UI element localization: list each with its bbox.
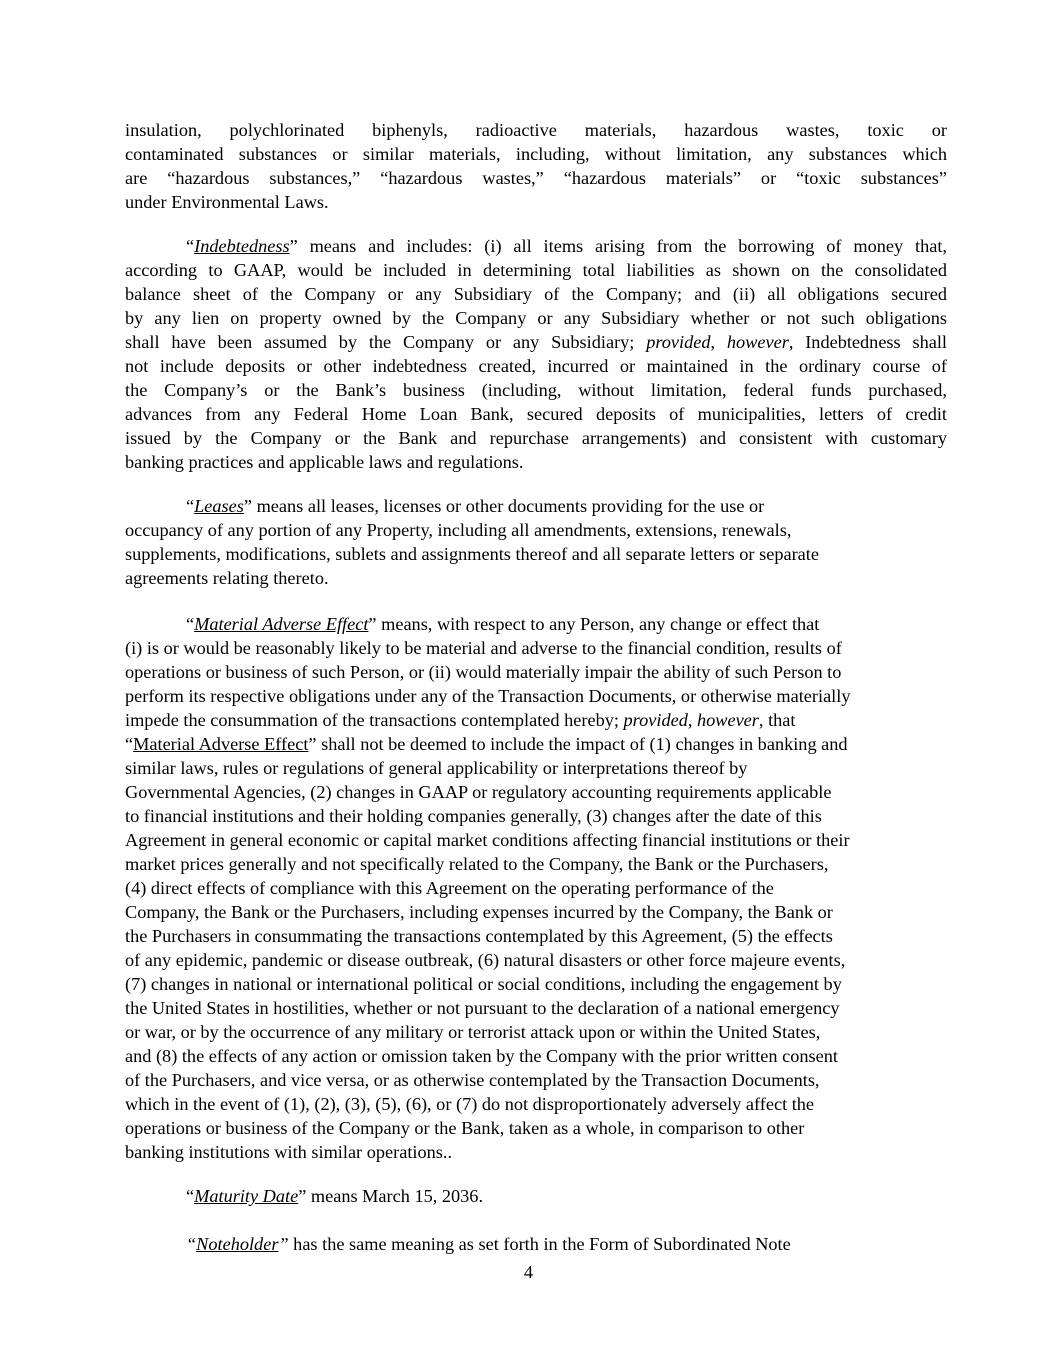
text-line [125,118,947,142]
text-segment: (7) changes in national or international political or social conditions, including the engagement by [125,974,842,994]
text-line [125,972,947,996]
text-segment: ” means all leases, licenses or other documents providing for the use or [243,496,765,516]
page-number: 4 [523,1262,534,1282]
text-segment: “ [186,614,195,634]
text-line [125,402,947,426]
text-line [125,780,947,804]
styled-term: Noteholder [196,1234,279,1254]
text-segment: agreements relating thereto. [125,568,329,588]
text-line [125,190,947,214]
styled-term: provided [623,710,688,730]
text-segment: operations or business of such Person, or (ii) would materially impair the ability of such Person to [125,662,842,682]
styled-term: Indebtedness [194,236,290,256]
text-line [186,234,947,258]
text-line [125,996,947,1020]
text-segment: contaminated substances or similar materials, including, without limitation, any substances which [125,144,947,164]
text-line [125,330,947,354]
text-segment: insulation, polychlorinated biphenyls, radioactive materials, hazardous wastes, toxic or [125,120,947,140]
text-line [125,566,947,590]
text-line [125,636,947,660]
styled-term: however [696,710,759,730]
text-segment: the Company’s or the Bank’s business (including, without limitation, federal funds purchased, [125,380,947,400]
text-segment: and (8) the effects of any action or omission taken by the Company with the prior written consent [125,1046,838,1066]
text-segment: operations or business of the Company or the Bank, taken as a whole, in comparison to other [125,1118,805,1138]
text-segment: are “hazardous substances,” “hazardous wastes,” “hazardous materials” or “toxic substances” [125,168,947,188]
styled-term: however [726,332,789,352]
styled-term: “ [186,1234,197,1254]
text-line [125,1068,947,1092]
text-line [125,542,947,566]
text-line [125,828,947,852]
text-segment: (4) direct effects of compliance with this Agreement on the operating performance of the [125,878,774,898]
text-segment: Company, the Bank or the Purchasers, including expenses incurred by the Company, the Bank or [125,902,833,922]
text-line [125,900,947,924]
text-segment: impede the consummation of the transactions contemplated hereby; [125,710,624,730]
text-segment: of any epidemic, pandemic or disease outbreak, (6) natural disasters or other force majeure events, [125,950,846,970]
text-line [186,494,947,518]
text-segment: Governmental Agencies, (2) changes in GAAP or regulatory accounting requirements applicable [125,782,832,802]
text-line [125,924,947,948]
styled-term: Leases [194,496,244,516]
text-line [125,756,947,780]
text-line [125,306,947,330]
text-segment: “ [186,1186,195,1206]
text-line [125,354,947,378]
text-line [125,142,947,166]
text-line [125,660,947,684]
text-segment: , [687,710,697,730]
text-segment: of the Purchasers, and vice versa, or as otherwise contemplated by the Transaction Documents, [125,1070,820,1090]
text-line [125,518,947,542]
text-segment: not include deposits or other indebtedness created, incurred or maintained in the ordinary course of [125,356,947,376]
text-line [125,1092,947,1116]
styled-term: Material Adverse Effect [194,614,369,634]
text-segment: , Indebtedness shall [788,332,947,352]
text-segment: market prices generally and not specifically related to the Company, the Bank or the Purchasers, [125,854,829,874]
text-segment: supplements, modifications, sublets and assignments thereof and all separate letters or separate [125,544,819,564]
text-line [125,450,947,474]
text-segment: Agreement in general economic or capital market conditions affecting financial institutions or their [125,830,850,850]
text-segment: (i) is or would be reasonably likely to be material and adverse to the financial condition, results of [125,638,842,658]
text-line [125,948,947,972]
text-line [125,1044,947,1068]
text-line [125,378,947,402]
text-line [125,876,947,900]
text-line [125,1020,947,1044]
text-segment: advances from any Federal Home Loan Bank, secured deposits of municipalities, letters of credit [125,404,947,424]
styled-term: Material Adverse Effect [133,734,309,754]
text-line [125,804,947,828]
text-line [125,732,947,756]
text-segment: ” means March 15, 2036. [298,1186,484,1206]
text-segment: by any lien on property owned by the Company or any Subsidiary whether or not such obligations [125,308,947,328]
text-line [186,1184,947,1208]
text-segment: occupancy of any portion of any Property, including all amendments, extensions, renewals, [125,520,792,540]
text-segment: ” means and includes: (i) all items arising from the borrowing of money that, [289,236,947,256]
text-line [125,1140,947,1164]
text-line [125,684,947,708]
text-segment: similar laws, rules or regulations of general applicability or interpretations thereof by [125,758,748,778]
text-line [125,1116,947,1140]
text-segment: under Environmental Laws. [125,192,329,212]
text-segment: perform its respective obligations under any of the Transaction Documents, or otherwise materially [125,686,851,706]
text-segment: according to GAAP, would be included in determining total liabilities as shown on the consolidated [125,260,947,280]
text-segment: “ [186,496,195,516]
text-segment: the United States in hostilities, whether or not pursuant to the declaration of a national emergency [125,998,840,1018]
text-line [125,258,947,282]
text-segment: has the same meaning as set forth in the Form of Subordinated Note [288,1234,791,1254]
text-line [125,708,947,732]
text-line [125,166,947,190]
text-line [186,612,947,636]
text-segment: issued by the Company or the Bank and repurchase arrangements) and consistent with customary [125,428,947,448]
text-segment: “ [186,236,195,256]
text-segment: , that [758,710,796,730]
text-line [125,282,947,306]
text-segment: ” shall not be deemed to include the impact of (1) changes in banking and [308,734,848,754]
text-line [125,426,947,450]
text-segment: which in the event of (1), (2), (3), (5), (6), or (7) do not disproportionately adversely affect the [125,1094,815,1114]
styled-term: ” [278,1234,289,1254]
text-segment: banking institutions with similar operations.. [125,1142,453,1162]
text-segment: shall have been assumed by the Company or any Subsidiary; [125,332,647,352]
styled-term: Maturity Date [194,1186,299,1206]
text-segment: “ [125,734,134,754]
text-line [186,1232,947,1256]
text-segment: balance sheet of the Company or any Subsidiary of the Company; and (ii) all obligations secured [125,284,947,304]
text-line [125,852,947,876]
styled-term: provided [646,332,711,352]
text-segment: banking practices and applicable laws and regulations. [125,452,524,472]
text-segment: ” means, with respect to any Person, any change or effect that [368,614,820,634]
text-segment: the Purchasers in consummating the transactions contemplated by this Agreement, (5) the effects [125,926,833,946]
text-segment: to financial institutions and their holding companies generally, (3) changes after the date of this [125,806,822,826]
text-segment: , [710,332,727,352]
text-segment: or war, or by the occurrence of any military or terrorist attack upon or within the United States, [125,1022,821,1042]
